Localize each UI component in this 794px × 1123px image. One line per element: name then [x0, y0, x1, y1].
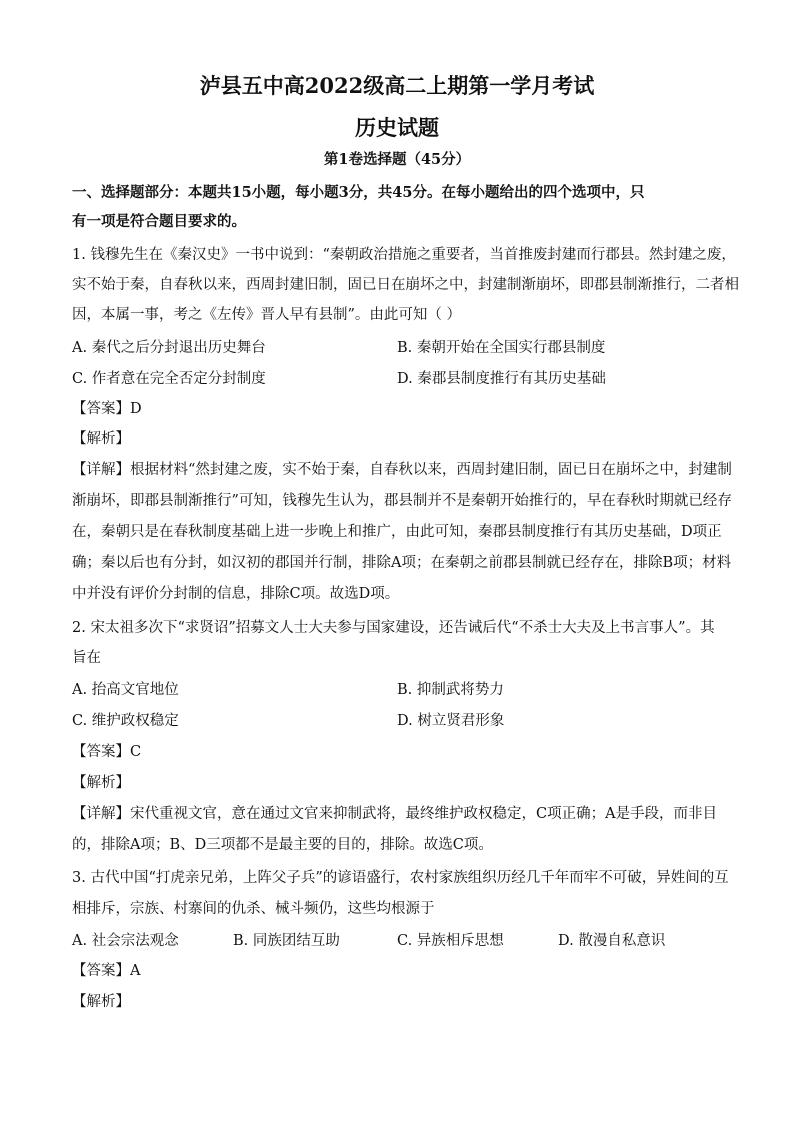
q2-option-b: B. 抑制武将势力: [397, 682, 504, 698]
q2-detail-line-1: 【详解】宋代重视文官，意在通过文官来抑制武将，最终维护政权稳定，C项正确；A是手段，而非目: [72, 806, 718, 822]
q3-option-d: D. 散漫自私意识: [558, 933, 666, 949]
q1-option-d: D. 秦郡县制度推行有其历史基础: [397, 371, 606, 387]
section-title: 第1卷选择题（45分）: [323, 151, 471, 168]
q3-stem-line-1: 3. 古代中国“打虎亲兄弟，上阵父子兵”的谚语盛行，农村家族组织历经几千年而牢不可破，异姓间的互: [72, 870, 729, 886]
q1-stem-line-1: 1. 钱穆先生在《秦汉史》一书中说到：“秦朝政治措施之重要者，当首推废封建而行郡县。然封建之废，: [72, 247, 736, 263]
q2-option-a: A. 抬高文官地位: [72, 682, 179, 698]
q1-stem-line-2: 实不始于秦，自春秋以来，西周封建旧制，固已日在崩坏之中，封建制渐崩坏，即郡县制渐推行，二者相: [72, 277, 739, 293]
q2-option-c: C. 维护政权稳定: [72, 713, 179, 729]
q1-detail-line-1: 【详解】根据材料“然封建之废，实不始于秦，自春秋以来，西周封建旧制，固已日在崩坏之中，封建制: [72, 462, 732, 478]
instructions-line-2: 有一项是符合题目要求的。: [72, 213, 246, 230]
q1-analysis-label: 【解析】: [72, 431, 130, 447]
q1-detail-line-4: 确；秦以后也有分封，如汉初的郡国并行制，排除A项；在秦朝之前郡县制就已经存在，排除B项；材料: [72, 555, 732, 571]
q2-answer: 【答案】C: [72, 744, 142, 760]
q2-analysis-label: 【解析】: [72, 775, 130, 791]
q1-stem-line-3: 因，本属一事，考之《左传》晋人早有县制”。由此可知（ ）: [72, 307, 462, 323]
q1-detail-line-3: 在，秦朝只是在春秋制度基础上进一步晚上和推广，由此可知，秦郡县制度推行有其历史基础，D项正: [72, 524, 722, 540]
instructions-line-1: 一、选择题部分：本题共15小题，每小题3分，共45分。在每小题给出的四个选项中，只: [72, 184, 645, 201]
q3-stem-line-2: 相排斥，宗族、村寨间的仇杀、械斗频仍，这些均根源于: [72, 901, 435, 917]
q1-option-c: C. 作者意在完全否定分封制度: [72, 371, 266, 387]
q3-answer: 【答案】A: [72, 963, 141, 979]
q2-detail-line-2: 的，排除A项；B、D三项都不是最主要的目的，排除。故选C项。: [72, 837, 493, 853]
q2-option-d: D. 树立贤君形象: [397, 713, 505, 729]
q3-analysis-label: 【解析】: [72, 994, 130, 1010]
q2-stem-line-1: 2. 宋太祖多次下“求贤诏”招募文人士大夫参与国家建设，还告诫后代“不杀士大夫及上书言事人”。其: [72, 620, 715, 636]
q3-option-b: B. 同族团结互助: [233, 933, 340, 949]
subject-title: 历史试题: [355, 115, 439, 140]
exam-title: 泸县五中高2022级高二上期第一学月考试: [199, 73, 595, 98]
q3-option-c: C. 异族相斥思想: [397, 933, 504, 949]
q3-option-a: A. 社会宗法观念: [72, 933, 179, 949]
q1-answer: 【答案】D: [72, 401, 142, 417]
q1-option-b: B. 秦朝开始在全国实行郡县制度: [397, 340, 606, 356]
q1-detail-line-5: 中并没有评价分封制的信息，排除C项。故选D项。: [72, 586, 400, 602]
q2-stem-line-2: 旨在: [72, 650, 101, 666]
q1-option-a: A. 秦代之后分封退出历史舞台: [72, 340, 266, 356]
q1-detail-line-2: 渐崩坏，即郡县制渐推行”可知，钱穆先生认为，郡县制并不是秦朝开始推行的，早在春秋时期就已经存: [72, 493, 732, 509]
